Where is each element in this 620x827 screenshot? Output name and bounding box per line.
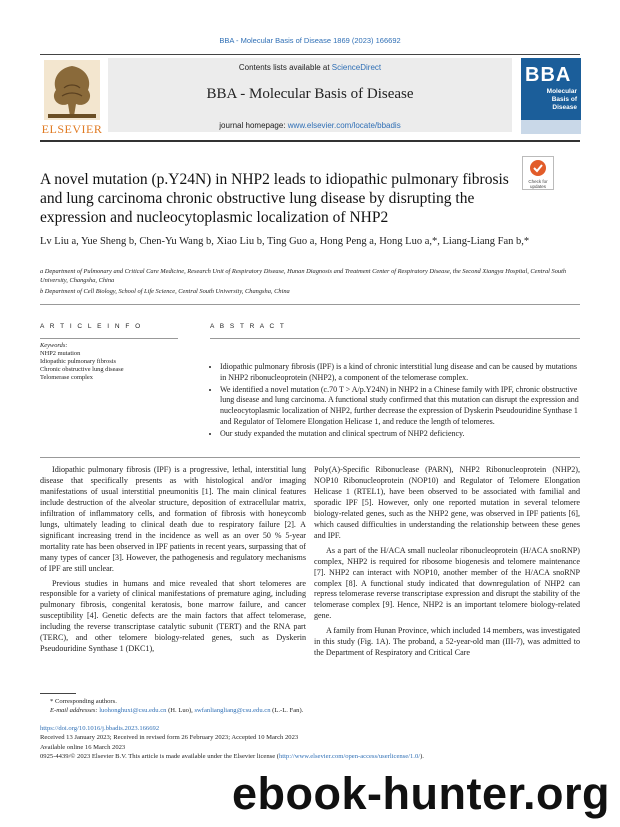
article-info-rule [40, 338, 178, 339]
license-text: 0925-4439/© 2023 Elsevier B.V. This article is made available under the Elsevier license ( [40, 753, 279, 761]
abstract-bottom-rule [40, 457, 580, 458]
license-suffix: ). [420, 753, 424, 761]
elsevier-wordmark: ELSEVIER [41, 122, 103, 136]
journal-cover [521, 58, 581, 134]
abstract-bullet: • We identified a novel mutation (c.70 T > A/p.Y24N) in NHP2 in a Chinese family with IPF, chronic obstructive lung disease and lung carcinoma. A functional study confirmed that this mutation can disrupt the expression and nucleocytoplasmic localization of NHP2, further decrease the expression of Dyskerin Pseudouridine Synthase 1 and Regulator of Telomere Elongation Helicase 1, and reduce the length of telomeres. [220, 385, 580, 428]
abstract-bullets [210, 362, 580, 440]
watermark [0, 760, 620, 827]
footnote-rule [40, 693, 76, 694]
footnote [50, 697, 570, 715]
header-rule [40, 54, 580, 55]
email-owner: (L.-L. Fan). [270, 707, 304, 714]
affiliation-a: a Department of Pulmonary and Critical Care Medicine, Research Unit of Respiratory Disease, Hunan Diagnosis and Treatment Center of Respiratory Disease, the Second Xiangya Hospital, Central South University, Changsha, China [40, 268, 567, 284]
email-line [50, 706, 570, 715]
body-paragraph: Poly(A)-Specific Ribonuclease (PARN), NHP2 Ribonucleoprotein (NHP2), NOP10 Ribonucleoprotein (NOP10) and Regulator of Telomere Elongation Helicase 1 (RTEL1), have been observed to be associated with familial and sporadic IPF [5]. However, only one reported mutation in several telomere biology-related genes, such as the NHP2 gene, was observed in IPF patients [6], which caused difficulties in understanding the relationship between these genes and IPF. [314, 465, 580, 540]
abstract-heading: A B S T R A C T [210, 323, 286, 330]
abstract-rule [210, 338, 580, 339]
doi-link[interactable]: https://doi.org/10.1016/j.bbadis.2023.166692 [40, 725, 160, 732]
keywords-block [40, 342, 180, 382]
watermark-text: ebook-hunter.org [232, 768, 610, 819]
contents-line [108, 63, 512, 72]
received-dates: Received 13 January 2023; Received in revised form 26 February 2023; Accepted 10 March 2023 [40, 734, 299, 742]
homepage-link[interactable]: www.elsevier.com/locate/bbadis [287, 121, 401, 130]
keywords-label: Keywords: [40, 342, 68, 349]
keyword-item: Idiopathic pulmonary fibrosis [40, 358, 116, 365]
contents-prefix: Contents lists available at [238, 63, 332, 72]
header-bottom-rule [40, 140, 580, 142]
email-link-luo[interactable]: luohonghuxi@csu.edu.cn [99, 707, 167, 714]
email-link-fan[interactable]: swfanliangliang@csu.edu.cn [194, 707, 271, 714]
cover-title: BBA [525, 64, 572, 86]
email-owner: (H. Luo), [166, 707, 195, 714]
keyword-item: Telomerase complex [40, 374, 93, 381]
keyword-item: Chronic obstructive lung disease [40, 366, 124, 373]
homepage-line [108, 121, 512, 130]
online-date: Available online 16 March 2023 [40, 743, 126, 751]
abstract-body [210, 362, 580, 441]
abstract-bullet: • Idiopathic pulmonary fibrosis (IPF) is a kind of chronic interstitial lung disease and can be caused by mutations in NHP2 ribonucleoprotein (NHP2), a component of the telomerase complex. [220, 362, 580, 384]
elsevier-logo [40, 58, 104, 136]
article-title: A novel mutation (p.Y24N) in NHP2 leads to idiopathic pulmonary fibrosis and lung carcinoma chronic obstructive lung disease by disrupting the expression and nucleocytoplasmic localization of NHP2 [40, 171, 509, 226]
sciencedirect-link[interactable]: ScienceDirect [331, 63, 382, 72]
journal-name: BBA - Molecular Basis of Disease [206, 86, 414, 102]
body-column-left [40, 465, 306, 655]
email-label: E-mail addresses: [50, 707, 100, 714]
license-link[interactable]: http://www.elsevier.com/open-access/userlicense/1.0/ [278, 753, 421, 761]
authors [40, 234, 560, 250]
article-info-heading: A R T I C L E I N F O [40, 323, 143, 330]
body-column-right [314, 465, 580, 659]
cover-subtitle: Molecular Basis of Disease [546, 88, 577, 111]
cover-band [521, 120, 581, 134]
abstract-bullet: • Our study expanded the mutation and clinical spectrum of NHP2 deficiency. [220, 429, 580, 440]
body-paragraph: Previous studies in humans and mice revealed that short telomeres are responsible for a variety of clinical manifestations of premature aging, including pulmonary fibrosis, congenital keratosis, bone marrow failure, and cancer susceptibility [4]. Genetic defects are the main factors that affect telomerase, including the reverse transcriptase catalytic subunit (TERT) and the RNA part (TERC), and other telomere biology-related genes, such as Dyskerin Pseudouridine Synthase 1 (DKC1), [40, 578, 306, 654]
author-list: Lv Liu a, Yue Sheng b, Chen-Yu Wang b, Xiao Liu b, Ting Guo a, Hong Peng a, Hong Luo a,*, Liang-Liang Fan b,* [40, 236, 530, 247]
body-paragraph: Idiopathic pulmonary fibrosis (IPF) is a progressive, lethal, interstitial lung disease that specifically presents as with histological and/or imaging manifestations of usual interstitial pneumonitis [1]. The main clinical features include destruction of the alveolar structure, deposition of extracellular matrix, infiltration of inflammatory cells, and formation of fibrosis with honeycomb lungs, ultimately leading to clinical death due to respiratory failure [2]. A significant increasing trend in the incidence as well as an over 50 % 5-year mortality rate has been observed in IPF patients in recent years, surpassing that of many types of cancer [3]. However, the pathogenesis and regulatory mechanisms of IPF are still unclear. [40, 465, 306, 573]
body-paragraph: A family from Hunan Province, which included 14 members, was investigated in this study (Fig. 1A). The proband, a 52-year-old man (III-7), was admitted to the Department of Respiratory and Critical Care [314, 626, 580, 658]
check-for-updates-badge[interactable] [522, 156, 554, 190]
affiliation-b: b Department of Cell Biology, School of Life Science, Central South University, Changsha, China [40, 288, 290, 295]
affiliation-rule [40, 304, 580, 305]
corresponding-note: * Corresponding authors. [50, 698, 117, 705]
check-label: Check for updates [528, 179, 548, 189]
publication-info [40, 724, 580, 762]
keyword-item: NHP2 mutation [40, 350, 81, 357]
homepage-prefix: journal homepage: [219, 121, 288, 130]
body-paragraph: As a part of the H/ACA small nucleolar ribonucleoprotein (H/ACA snoRNP) complex, NHP2 is required for ribosome biogenesis and telomere maintenance [7]. NHP2 can interact with NOP10, another member of the H/ACA snoRNP complex [8]. A functional study indicated that downregulation of NHP2 can repress telomerase reverse transcriptase expression and disrupt the stability of the telomerase complex [9]. Hence, NHP2 is an important telomere biology-related gene. [314, 545, 580, 621]
journal-citation[interactable]: BBA - Molecular Basis of Disease 1869 (2023) 166692 [219, 36, 401, 45]
